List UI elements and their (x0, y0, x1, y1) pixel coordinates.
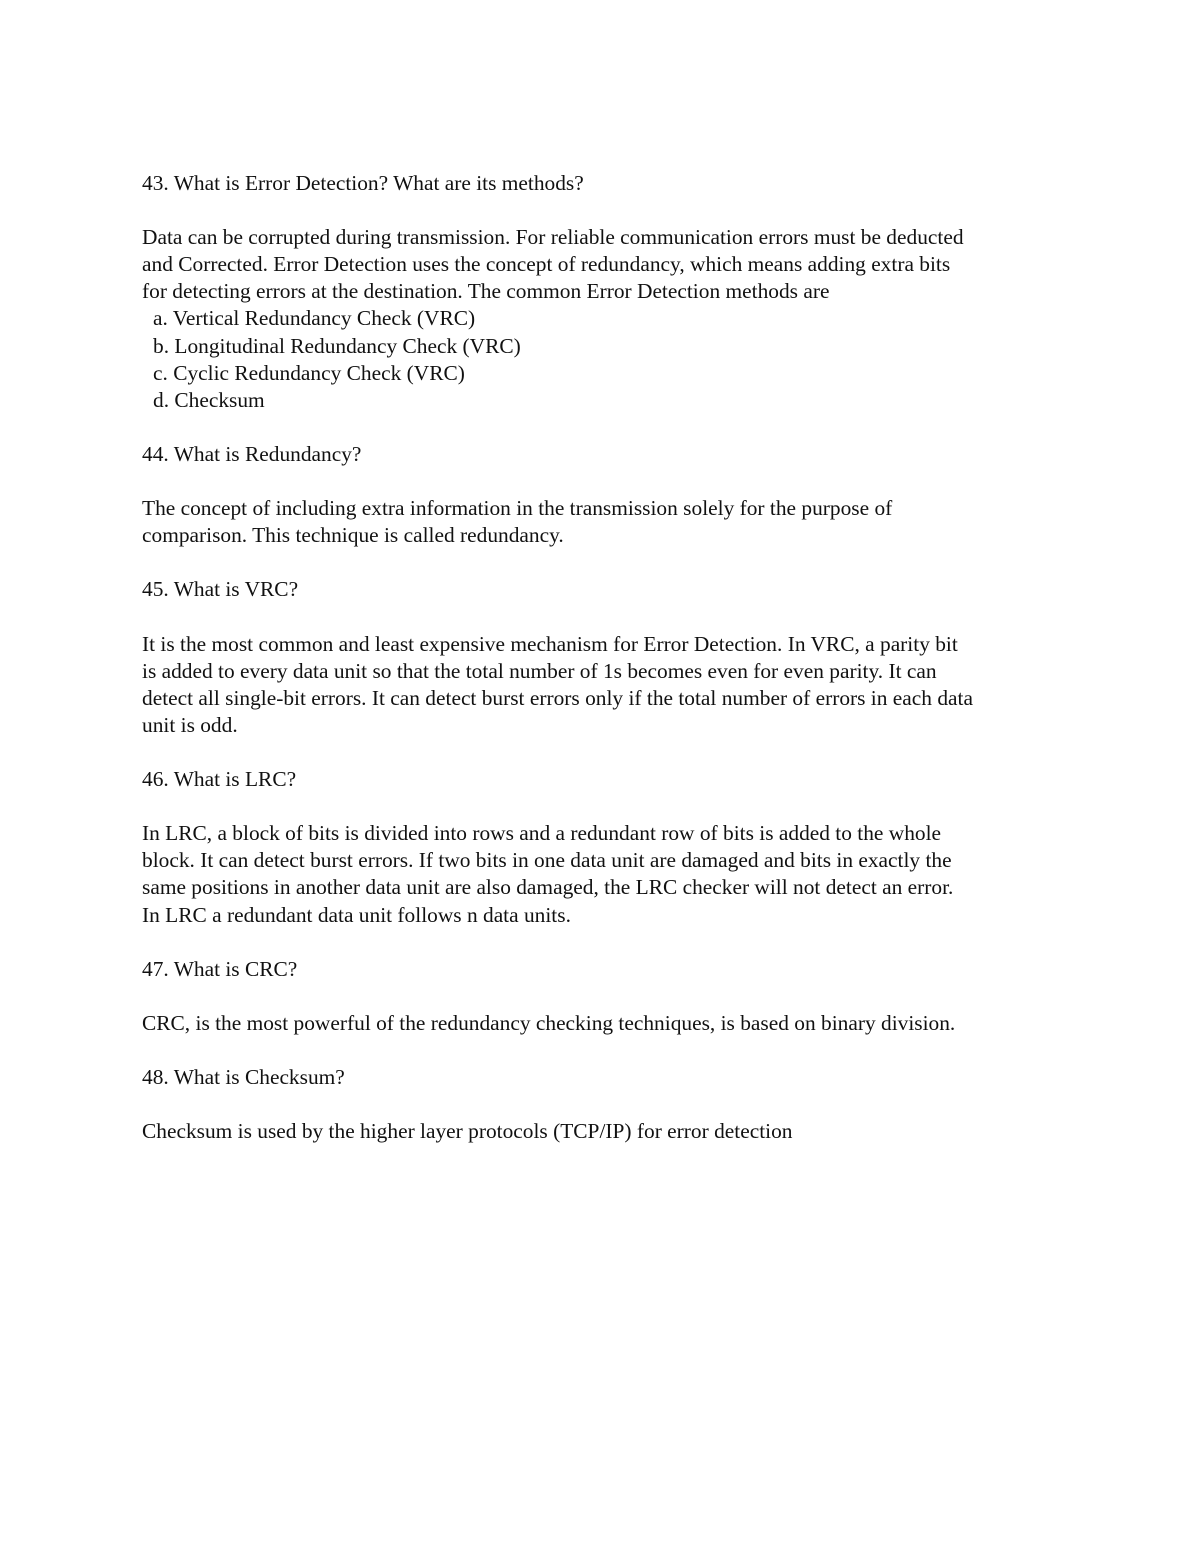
question-47-heading: 47. What is CRC? (142, 956, 298, 981)
paragraph-gap (142, 793, 1077, 820)
answer-45-line: unit is odd. (142, 712, 238, 737)
answer-43-line: and Corrected. Error Detection uses the concept of redundancy, which means adding extra bits (142, 252, 951, 277)
paragraph-gap (142, 468, 1077, 495)
answer-45-line: is added to every data unit so that the total number of 1s becomes even for even parity. It can (142, 658, 937, 683)
answer-43-line: Data can be corrupted during transmission. For reliable communication errors must be deducted (142, 225, 964, 250)
answer-46-line: same positions in another data unit are also damaged, the LRC checker will not detect an error. (142, 875, 954, 900)
document-page (142, 170, 1077, 1145)
answer-44-line: The concept of including extra information in the transmission solely for the purpose of (142, 496, 893, 521)
paragraph-gap (142, 1091, 1077, 1118)
method-list-item: b. Longitudinal Redundancy Check (VRC) (153, 333, 521, 358)
paragraph-gap (142, 604, 1077, 631)
question-43-heading: 43. What is Error Detection? What are its methods? (142, 171, 584, 195)
question-48-heading: 48. What is Checksum? (142, 1065, 345, 1090)
paragraph-gap (142, 197, 1077, 224)
answer-44-line: comparison. This technique is called redundancy. (142, 523, 564, 548)
question-46-heading: 46. What is LRC? (142, 767, 297, 792)
answer-43-line: for detecting errors at the destination. The common Error Detection methods are (142, 279, 830, 304)
paragraph-gap (142, 739, 1077, 766)
question-44-heading: 44. What is Redundancy? (142, 441, 362, 466)
answer-45-line: It is the most common and least expensive mechanism for Error Detection. In VRC, a parity bit (142, 631, 958, 656)
answer-48-line: Checksum is used by the higher layer protocols (TCP/IP) for error detection (142, 1119, 793, 1144)
paragraph-gap (142, 983, 1077, 1010)
method-list-item: c. Cyclic Redundancy Check (VRC) (153, 360, 465, 385)
answer-46-line: In LRC, a block of bits is divided into rows and a redundant row of bits is added to the whole (142, 821, 942, 846)
method-list-item: d. Checksum (153, 387, 265, 412)
answer-45-line: detect all single-bit errors. It can detect burst errors only if the total number of errors in each data (142, 685, 973, 710)
paragraph-gap (142, 414, 1077, 441)
paragraph-gap (142, 929, 1077, 956)
answer-47-line: CRC, is the most powerful of the redundancy checking techniques, is based on binary division. (142, 1010, 956, 1035)
paragraph-gap (142, 1037, 1077, 1064)
answer-46-line: block. It can detect burst errors. If two bits in one data unit are damaged and bits in exactly the (142, 848, 952, 873)
paragraph-gap (142, 549, 1077, 576)
question-45-heading: 45. What is VRC? (142, 577, 299, 602)
answer-46-line: In LRC a redundant data unit follows n data units. (142, 902, 571, 927)
method-list-item: a. Vertical Redundancy Check (VRC) (153, 306, 476, 331)
